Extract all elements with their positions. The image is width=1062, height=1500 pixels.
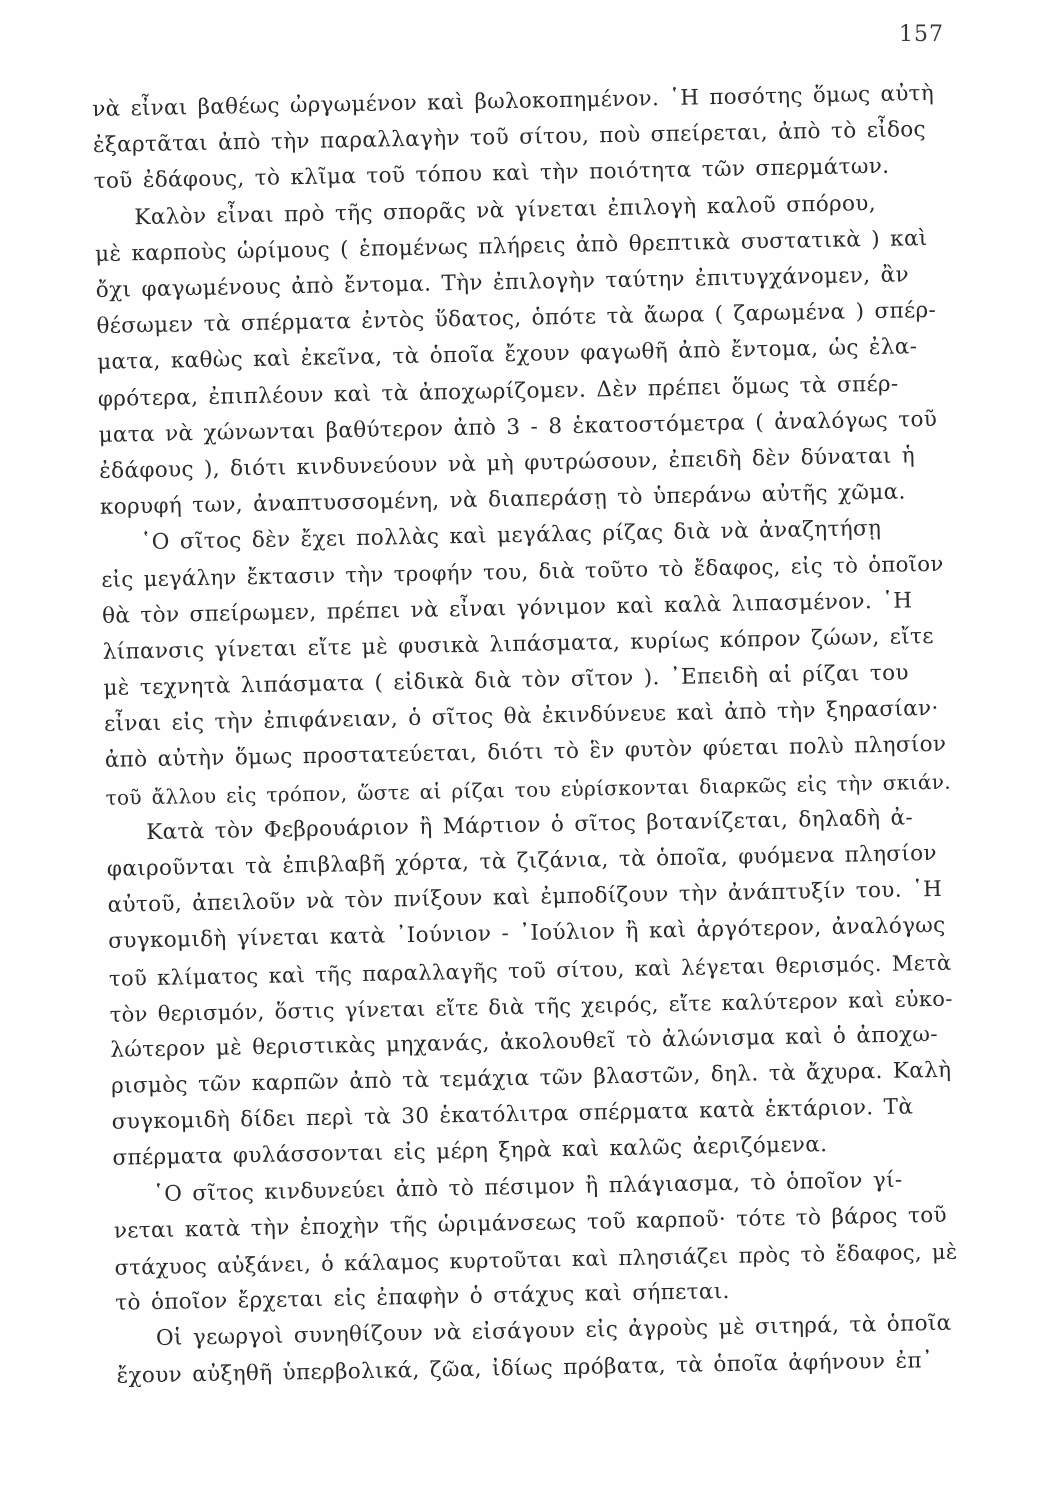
- text-line: ἐδάφους ), διότι κινδυνεύουν νὰ μὴ φυτρώσουν, ἐπειδὴ δὲν δύναται ἡ: [99, 443, 916, 484]
- text-line: θέσωμεν τὰ σπέρματα ἐντὸς ὕδατος, ὁπότε τὰ ἄωρα ( ζαρωμένα ) σπέρ-: [96, 297, 937, 340]
- page-number: 157: [899, 22, 944, 47]
- text-line: ἔχουν αὐξηθῆ ὑπερβολικά, ζῶα, ἰδίως πρόβατα, τὰ ὁποῖα ἀφήνουν ἐπ᾿: [116, 1347, 934, 1389]
- text-line: αὐτοῦ, ἀπειλοῦν νὰ τὸν πνίξουν καὶ ἐμποδίζουν τὴν ἀνάπτυξίν του. ῾Η: [107, 876, 943, 918]
- text-line: Κατὰ τὸν Φεβρουάριον ἢ Μάρτιον ὁ σῖτος βοτανίζεται, δηλαδὴ ἀ-: [145, 805, 914, 845]
- text-line: κορυφή των, ἀναπτυσσομένη, νὰ διαπεράσῃ τὸ ὑπεράνω αὐτῆς χῶμα.: [99, 479, 906, 520]
- text-line: ρισμὸς τῶν καρπῶν ἀπὸ τὰ τεμάχια τῶν βλαστῶν, δηλ. τὰ ἄχυρα. Καλὴ: [110, 1057, 952, 1099]
- text-line: συγκομιδὴ δίδει περὶ τὰ 30 ἑκατόλιτρα σπέρματα κατὰ ἑκτάριον. Τὰ: [111, 1094, 914, 1136]
- text-line: στάχυος αὐξάνει, ὁ κάλαμος κυρτοῦται καὶ πλησιάζει πρὸς τὸ ἔδαφος, μὲ: [114, 1239, 958, 1280]
- text-line: λίπανσις γίνεται εἴτε μὲ φυσικὰ λιπάσματα, κυρίως κόπρον ζώων, εἴτε: [102, 623, 935, 665]
- text-line: εἶναι εἰς τὴν ἐπιφάνειαν, ὁ σῖτος θὰ ἐκινδύνευε καὶ ἀπὸ τὴν ξηρασίαν·: [103, 696, 939, 738]
- text-line: ματα, καθὼς καὶ ἐκεῖνα, τὰ ὁποῖα ἔχουν φαγωθῆ ἀπὸ ἔντομα, ὡς ἐλα-: [96, 334, 918, 376]
- text-line: τοῦ κλίματος καὶ τῆς παραλλαγῆς τοῦ σίτου, καὶ λέγεται θερισμός. Μετὰ: [108, 949, 952, 991]
- text-line: ὄχι φαγωμένους ἀπὸ ἔντομα. Τὴν ἐπιλογὴν ταύτην ἐπιτυγχάνομεν, ἂν: [95, 262, 910, 303]
- text-line: τοῦ ἐδάφους, τὸ κλῖμα τοῦ τόπου καὶ τὴν ποιότητα τῶν σπερμάτων.: [93, 154, 890, 195]
- text-line: ῾Ο σῖτος κινδυνεύει ἀπὸ τὸ πέσιμον ἢ πλάγιασμα, τὸ ὁποῖον γί-: [152, 1167, 903, 1207]
- text-line: Οἱ γεωργοὶ συνηθίζουν νὰ εἰσάγουν εἰς ἀγροὺς μὲ σιτηρά, τὰ ὁποῖα: [155, 1311, 952, 1352]
- text-line: εἰς μεγάλην ἔκτασιν τὴν τροφήν του, διὰ τοῦτο τὸ ἔδαφος, εἰς τὸ ὁποῖον: [101, 551, 944, 593]
- text-line: θὰ τὸν σπείρωμεν, πρέπει νὰ εἶναι γόνιμον καὶ καλὰ λιπασμένον. ῾Η: [101, 587, 913, 629]
- text-line: Καλὸν εἶναι πρὸ τῆς σπορᾶς νὰ γίνεται ἐπιλογὴ καλοῦ σπόρου,: [134, 190, 877, 230]
- text-line: νὰ εἶναι βαθέως ὠργωμένον καὶ βωλοκοπημένον. ῾Η ποσότης ὅμως αὐτὴ: [92, 80, 935, 122]
- text-line: ἀπὸ αὐτὴν ὅμως προστατεύεται, διότι τὸ ἓν φυτὸν φύεται πολὺ πλησίον: [104, 732, 947, 774]
- text-line: τοῦ ἄλλου εἰς τρόπον, ὥστε αἱ ρίζαι του εὑρίσκονται διαρκῶς εἰς τὴν σκιάν.: [105, 769, 952, 810]
- text-line: μὲ τεχνητὰ λιπάσματα ( εἰδικὰ διὰ τὸν σῖτον ). ᾿Επειδὴ αἱ ρίζαι του: [103, 660, 910, 701]
- text-line: συγκομιδὴ γίνεται κατὰ ᾿Ιούνιον - ᾿Ιούλιον ἢ καὶ ἀργότερον, ἀναλόγως: [108, 913, 946, 955]
- text-line: φαιροῦνται τὰ ἐπιβλαβῆ χόρτα, τὰ ζιζάνια, τὰ ὁποῖα, φυόμενα πλησίον: [106, 840, 938, 882]
- text-line: ματα νὰ χώνωνται βαθύτερον ἀπὸ 3 - 8 ἑκατοστόμετρα ( ἀναλόγως τοῦ: [98, 406, 938, 448]
- text-line: ῾Ο σῖτος δὲν ἔχει πολλὰς καὶ μεγάλας ρίζας διὰ νὰ ἀναζητήσῃ: [140, 516, 882, 556]
- text-line: τὸν θερισμόν, ὅστις γίνεται εἴτε διὰ τῆς χειρός, εἴτε καλύτερον καὶ εὐκο-: [109, 986, 953, 1027]
- text-line: σπέρματα φυλάσσονται εἰς μέρη ξηρὰ καὶ καλῶς ἀεριζόμενα.: [112, 1132, 828, 1172]
- text-line: φρότερα, ἐπιπλέουν καὶ τὰ ἀποχωρίζομεν. Δὲν πρέπει ὅμως τὰ σπέρ-: [97, 371, 899, 412]
- text-line: ἐξαρτᾶται ἀπὸ τὴν παραλλαγὴν τοῦ σίτου, ποὺ σπείρεται, ἀπὸ τὸ εἶδος: [92, 117, 927, 159]
- text-line: νεται κατὰ τὴν ἐποχὴν τῆς ὡριμάνσεως τοῦ καρποῦ· τότε τὸ βάρος τοῦ: [113, 1202, 948, 1244]
- text-line: μὲ καρποὺς ὡρίμους ( ἑπομένως πλήρεις ἀπὸ θρεπτικὰ συστατικὰ ) καὶ: [94, 225, 928, 267]
- text-line: τὸ ὁποῖον ἔρχεται εἰς ἐπαφὴν ὁ στάχυς καὶ σήπεται.: [115, 1279, 730, 1316]
- text-line: λώτερον μὲ θεριστικὰς μηχανάς, ἀκολουθεῖ τὸ ἀλώνισμα καὶ ὁ ἀποχω-: [110, 1021, 939, 1063]
- body-text: [92, 76, 959, 1395]
